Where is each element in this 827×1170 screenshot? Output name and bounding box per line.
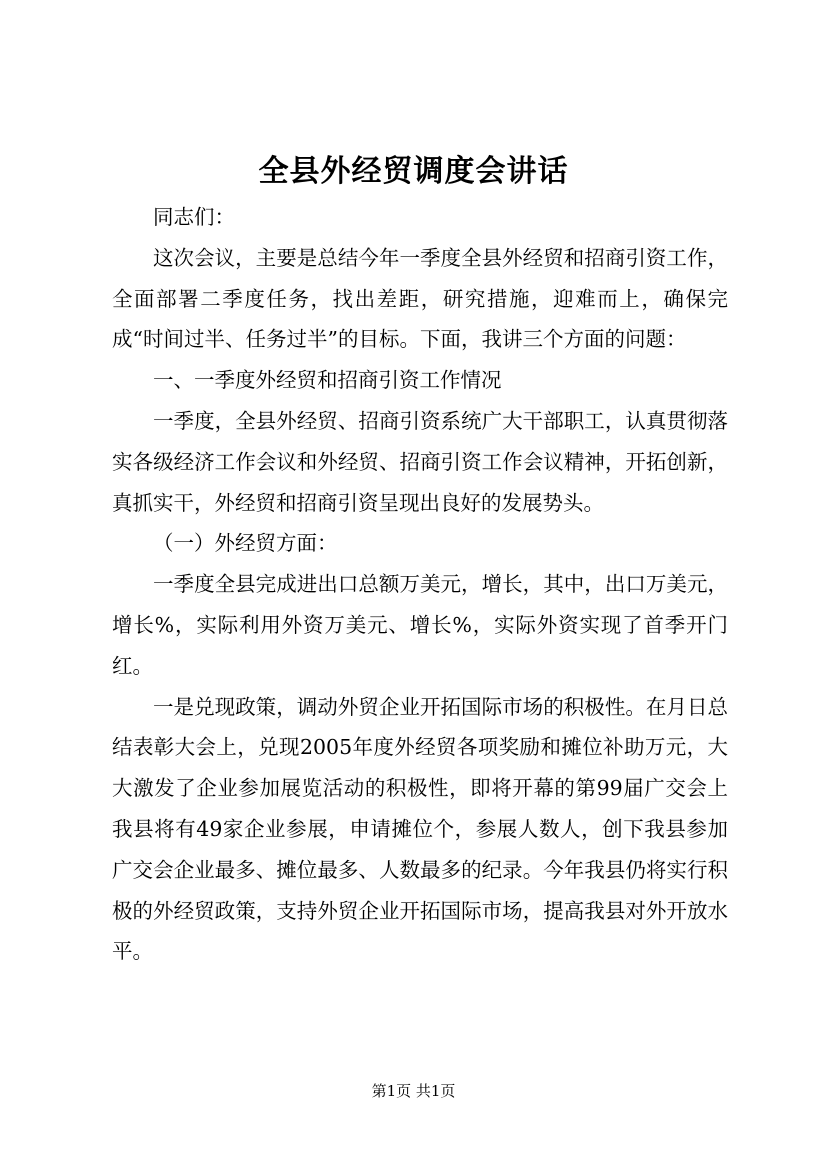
salutation: 同志们： bbox=[153, 205, 235, 229]
paragraph-summary: 一季度，全县外经贸、招商引资系统广大干部职工，认真贯彻落实各级经济工作会议和外经贸、招商引资工作会议精神，开拓创新，真抓实干，外经贸和招商引资呈现出良好的发展势头。 bbox=[112, 408, 728, 515]
subsection-heading-1: （一）外经贸方面： bbox=[153, 531, 338, 556]
page-footer: 第1页 共1页 bbox=[371, 1082, 456, 1100]
document-body bbox=[112, 197, 728, 972]
section-heading-1: 一、一季度外经贸和招商引资工作情况 bbox=[153, 368, 502, 393]
paragraph-trade-figures: 一季度全县完成进出口总额万美元，增长，其中，出口万美元，增长%，实际利用外资万美元、增长%，实际外资实现了首季开门红。 bbox=[112, 572, 728, 678]
paragraph-policy: 一是兑现政策，调动外贸企业开拓国际市场的积极性。在月日总结表彰大会上，兑现2005年度外经贸各项奖励和摊位补助万元，大大激发了企业参加展览活动的积极性，即将开幕的第99届广交会上我县将有49家企业参展，申请摊位个，参展人数人，创下我县参加广交会企业最多、摊位最多、人数最多的纪录。今年我县仍将实行积极的外经贸政策，支持外贸企业开拓国际市场，提高我县对外开放水平。 bbox=[112, 694, 728, 964]
document-title: 全县外经贸调度会讲话 bbox=[258, 154, 569, 189]
paragraph-intro: 这次会议，主要是总结今年一季度全县外经贸和招商引资工作，全面部署二季度任务，找出差距，研究措施，迎难而上，确保完成“时间过半、任务过半”的目标。下面，我讲三个方面的问题： bbox=[112, 245, 728, 352]
